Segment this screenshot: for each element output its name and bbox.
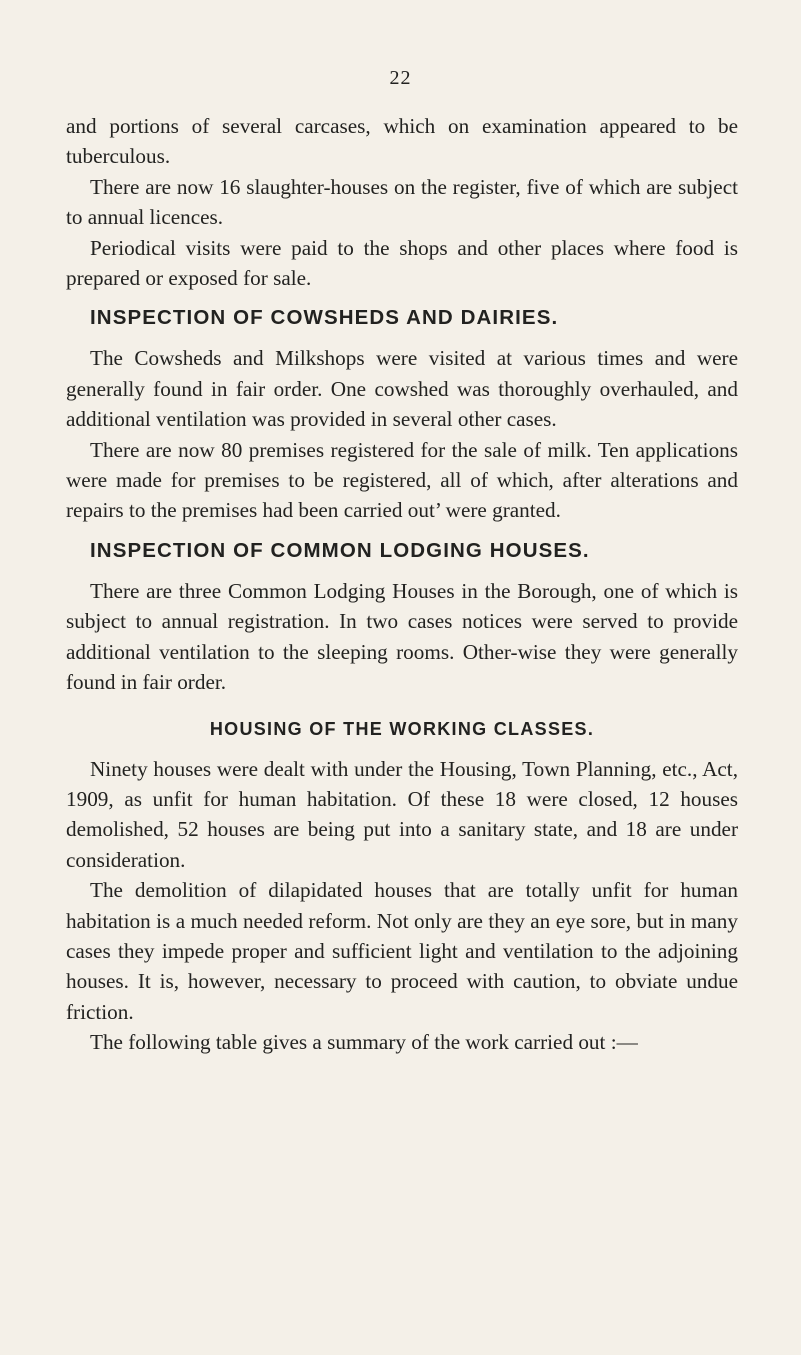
- page-number: 22: [389, 67, 412, 89]
- paragraph-table-summary: The following table gives a summary of the work carried out :—: [90, 1030, 638, 1055]
- heading-cowsheds-dairies: INSPECTION OF COWSHEDS AND DAIRIES.: [90, 306, 559, 330]
- heading-housing-working-classes: HOUSING OF THE WORKING CLASSES.: [209, 718, 595, 739]
- paragraph-demolition: The demolition of dilapidated houses that are totally unfit for human habitation is a much needed reform. Not only are they an eye sore, but in many cases they impede proper and sufficient light and ventilation to the adjoining houses. It is, however, necessary to proceed with caution, to obviate undue friction.: [66, 878, 738, 1024]
- paragraph-housing-act: Ninety houses were dealt with under the Housing, Town Planning, etc., Act, 1909, as unfit for human habitation. Of these 18 were closed, 12 houses demolished, 52 houses are being put into a sanitary state, and 18 are under consideration.: [66, 756, 738, 872]
- paragraph-periodical-visits: Periodical visits were paid to the shops and other places where food is prepared or exposed for sale.: [66, 235, 738, 291]
- paragraph-milk-premises: There are now 80 premises registered for the sale of milk. Ten applications were made for premises to be registered, all of which, after alterations and repairs to the premises had been carried out’ were granted.: [66, 437, 738, 523]
- paragraph-slaughter-houses: There are now 16 slaughter-houses on the register, five of which are subject to annual licences.: [66, 174, 738, 230]
- paragraph-lodging-houses: There are three Common Lodging Houses in the Borough, one of which is subject to annual registration. In two cases notices were served to provide additional ventilation to the sleeping rooms. Other-wise they were generally found in fair order.: [66, 578, 738, 695]
- paragraph-carcases: and portions of several carcases, which on examination appeared to be tuberculous.: [66, 114, 738, 169]
- heading-common-lodging-houses: INSPECTION OF COMMON LODGING HOUSES.: [90, 538, 590, 562]
- paragraph-cowsheds: The Cowsheds and Milkshops were visited at various times and were generally found in fair order. One cowshed was thoroughly overhauled, and additional ventilation was provided in several other cases.: [66, 346, 738, 432]
- page-body: [66, 111, 738, 1058]
